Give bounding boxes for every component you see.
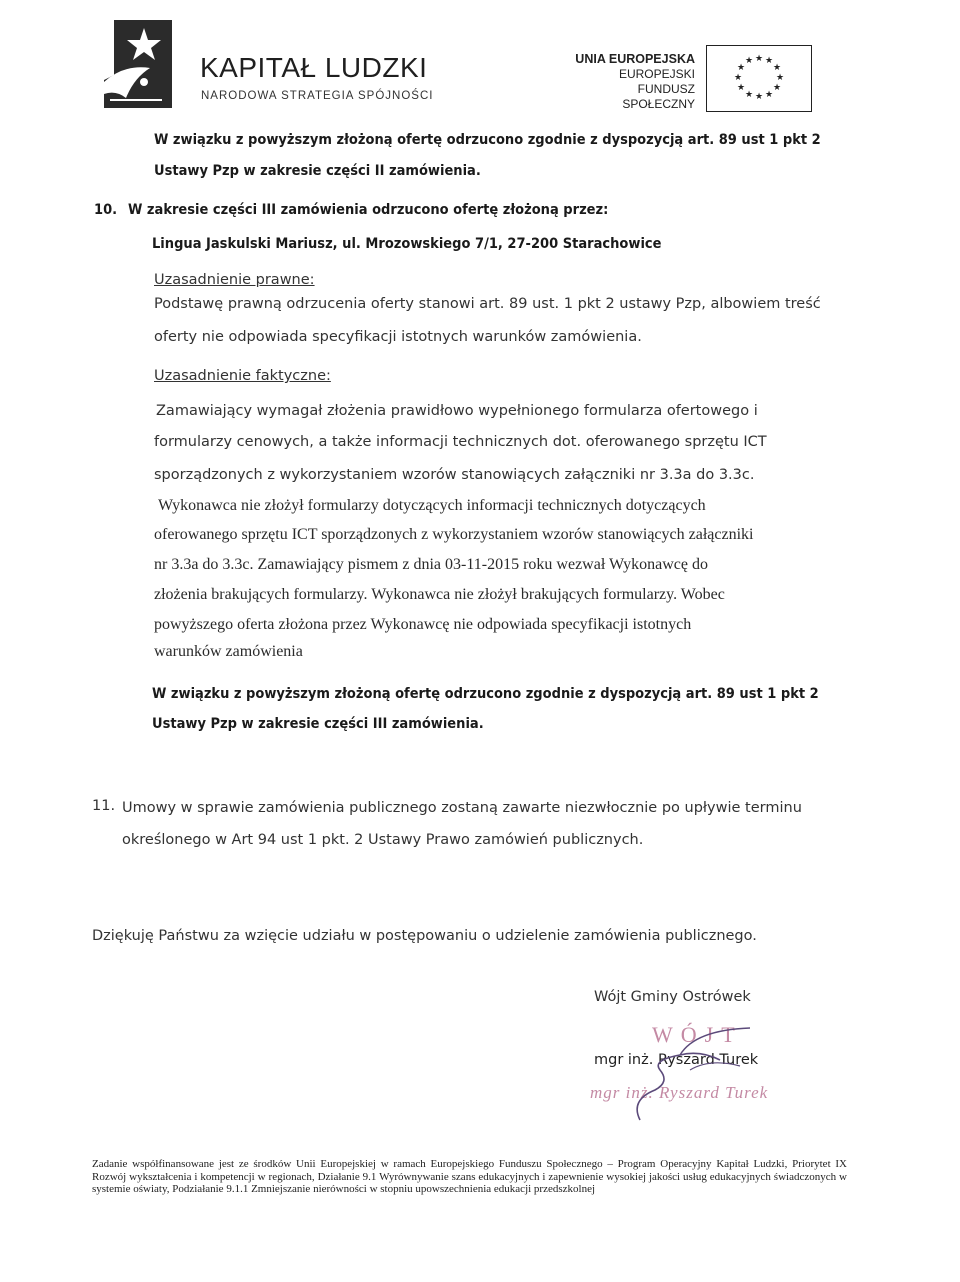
contractor-address: Lingua Jaskulski Mariusz, ul. Mrozowskiego 7/1, 27-200 Starachowice — [152, 236, 662, 252]
footer-funding-note: Zadanie współfinansowane jest ze środków Unii Europejskiej w ramach Europejskiego Funduszu Społecznego – Program Operacyjny Kapitał Ludzki, Priorytet IX Rozwój wykształcenia i kompetencji w regionach, Działanie 9.1 Wyrównywanie szans edukacyjnych i zapewnienie wysokiej jakości usług edukacyjnych świadczonych w systemie oświaty, Podziałanie 9.1.1 Zmniejszanie nierówności w stopniu upowszechnienia edukacji przedszkolnej — [92, 1158, 847, 1195]
section11-line2: określonego w Art 94 ust 1 pkt. 2 Ustawy Prawo zamówień publicznych. — [122, 832, 644, 848]
kapital-ludzki-logo-icon — [104, 20, 172, 108]
signature-name: mgr inż. Ryszard Turek — [594, 1052, 759, 1068]
logo-subtitle: NARODOWA STRATEGIA SPÓJNOŚCI — [201, 90, 434, 102]
legal-basis-label: Uzasadnienie prawne: — [154, 272, 315, 288]
svg-text:★: ★ — [772, 63, 782, 73]
serif-line1: Wykonawca nie złożył formularzy dotyczących informacji technicznych dotyczących — [158, 497, 706, 514]
legal-basis-line2: oferty nie odpowiada specyfikacji istotnych warunków zamówienia. — [154, 329, 642, 345]
svg-text:★: ★ — [744, 56, 754, 66]
eu-flag-icon — [706, 45, 812, 112]
eu-line-2: EUROPEJSKI — [618, 67, 695, 81]
factual-line2: formularzy cenowych, a także informacji technicznych dot. oferowanego sprzętu ICT — [154, 434, 767, 450]
section10-conclusion-line2: Ustawy Pzp w zakresie części III zamówienia. — [152, 716, 484, 732]
svg-text:★: ★ — [733, 73, 743, 83]
svg-text:★: ★ — [764, 90, 774, 100]
section11-line1: Umowy w sprawie zamówienia publicznego zostaną zawarte niezwłocznie po upływie terminu — [122, 800, 802, 816]
eu-line-1: UNIA EUROPEJSKA — [575, 52, 695, 66]
stamp-name: mgr inż. Ryszard Turek — [590, 1083, 769, 1102]
section9-conclusion-line1: W związku z powyższym złożoną ofertę odrzucono zgodnie z dyspozycją art. 89 ust 1 pkt 2 — [154, 132, 821, 148]
factual-line1: Zamawiający wymagał złożenia prawidłowo wypełnionego formularza ofertowego i — [156, 403, 758, 419]
svg-text:★: ★ — [744, 90, 754, 100]
serif-line4: złożenia brakujących formularzy. Wykonawca nie złożył brakujących formularzy. Wobec — [154, 586, 725, 603]
logo-title: KAPITAŁ LUDZKI — [200, 52, 428, 83]
serif-line2: oferowanego sprzętu ICT sporządzonych z wykorzystaniem wzorów stanowiących załączniki — [154, 526, 754, 543]
eu-label — [563, 52, 695, 112]
svg-text:★: ★ — [775, 73, 785, 83]
svg-text:★: ★ — [754, 92, 764, 102]
svg-text:★: ★ — [754, 54, 764, 64]
serif-line3: nr 3.3a do 3.3c. Zamawiający pismem z dnia 03-11-2015 roku wezwał Wykonawcę do — [154, 556, 708, 573]
signature-office: Wójt Gminy Ostrówek — [594, 989, 751, 1005]
serif-line6: warunków zamówienia — [154, 643, 303, 660]
section10-heading: W zakresie części III zamówienia odrzucono ofertę złożoną przez: — [128, 202, 609, 218]
svg-text:★: ★ — [764, 56, 774, 66]
legal-basis-line1: Podstawę prawną odrzucenia oferty stanowi art. 89 ust. 1 pkt 2 ustawy Pzp, albowiem treść — [154, 296, 821, 312]
svg-text:★: ★ — [736, 83, 746, 93]
svg-text:★: ★ — [772, 83, 782, 93]
factual-basis-label: Uzasadnienie faktyczne: — [154, 368, 331, 384]
closing-sentence: Dziękuję Państwu za wzięcie udziału w postępowaniu o udzielenie zamówienia publicznego. — [92, 928, 757, 944]
section10-conclusion-line1: W związku z powyższym złożoną ofertę odrzucono zgodnie z dyspozycją art. 89 ust 1 pkt 2 — [152, 686, 819, 702]
serif-line5: powyższego oferta złożona przez Wykonawcę nie odpowiada specyfikacji istotnych — [154, 616, 692, 633]
svg-text:★: ★ — [736, 63, 746, 73]
section10-number: 10. — [94, 202, 118, 218]
factual-line3: sporządzonych z wykorzystaniem wzorów stanowiących załączniki nr 3.3a do 3.3c. — [154, 467, 755, 483]
eu-line-3: FUNDUSZ SPOŁECZNY — [622, 82, 695, 111]
stamp-office: WÓJT — [652, 1022, 743, 1047]
handwritten-signature-icon — [600, 1020, 770, 1130]
section11-number: 11. — [92, 798, 116, 814]
section9-conclusion-line2: Ustawy Pzp w zakresie części II zamówienia. — [154, 163, 481, 179]
